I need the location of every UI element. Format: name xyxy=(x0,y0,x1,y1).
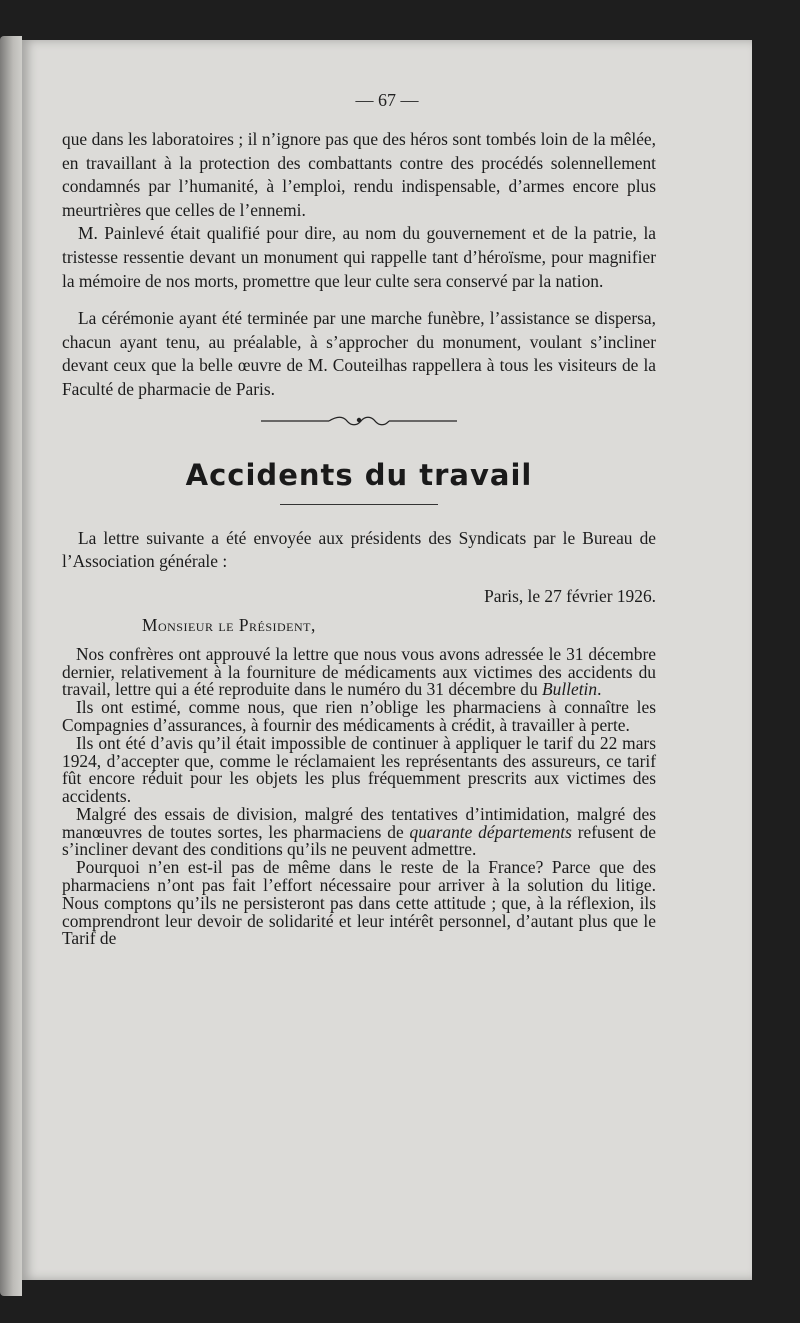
section-title: Accidents du travail xyxy=(185,457,533,492)
page-number: — 67 — xyxy=(355,90,419,110)
letter-paragraph-1: Nos confrères ont approuvé la lettre que nous vous avons adressée le 31 décembre dernier, relativement à la fourniture de médicaments aux victimes des accidents du travail, lettre qui a été reproduite dans le numéro du 31 décembre du Bulletin. xyxy=(62,643,656,700)
letter-paragraph-2: Ils ont estimé, comme nous, que rien n’oblige les pharmaciens à connaître les Compagnies d’assurances, à fournir des médicaments à crédit, à travailler à perte. xyxy=(62,697,656,735)
title-underline xyxy=(280,504,438,505)
section-intro: La lettre suivante a été envoyée aux présidents des Syndicats par le Bureau de l’Association générale : xyxy=(62,527,656,572)
ornament-divider-icon xyxy=(259,414,459,428)
letter-paragraph-5: Pourquoi n’en est-il pas de même dans le reste de la France? Parce que des pharmaciens n’ont pas fait l’effort nécessaire pour arriver à la solution du litige. Nous comptons qu’ils ne persisteront pas dans cette attitude ; que, à la réflexion, ils comprendront leur devoir de solidarité et leur intérêt personnel, d’autant plus que le Tarif de xyxy=(62,857,656,949)
letter-paragraph-3: Ils ont été d’avis qu’il était impossible de continuer à appliquer le tarif du 22 mars 1924, d’accepter que, comme le réclamaient les représentants des assureurs, ce tarif fût encore réduit pour les objets les plus fréquemment prescrits aux victimes des accidents. xyxy=(62,732,656,807)
book-page xyxy=(22,40,752,1280)
page-content xyxy=(62,128,656,948)
letter-salutation: Monsieur le Président, xyxy=(142,614,316,635)
book-spine-edge xyxy=(0,36,22,1296)
letter-date: Paris, le 27 février 1926. xyxy=(484,585,656,606)
letter-paragraph-4: Malgré des essais de division, malgré des tentatives d’intimidation, malgré des manœuvres de toutes sortes, les pharmaciens de quarante départements refusent de s’incliner devant des conditions qu’ils ne peuvent admettre. xyxy=(62,803,656,860)
body-paragraph-2: M. Painlevé était qualifié pour dire, au nom du gouvernement et de la patrie, la tristesse ressentie devant un monument qui rappelle tant d’héroïsme, pour magnifier la mémoire de nos morts, promettre que leur culte sera conservé par la nation. xyxy=(62,223,656,291)
body-paragraph-1: que dans les laboratoires ; il n’ignore pas que des héros sont tombés loin de la mêlée, en travaillant à la protection des combattants contre des procédés solennellement condamnés par l’humanité, à l’emploi, rendu indispensable, d’armes encore plus meurtrières que celles de l’ennemi. xyxy=(62,129,656,220)
body-paragraph-3: La cérémonie ayant été terminée par une marche funèbre, l’assistance se dispersa, chacun ayant tenu, au préalable, à s’approcher du monument, voulant s’incliner devant ceux que la belle œuvre de M. Couteilhas rappellera à tous les visiteurs de la Faculté de pharmacie de Paris. xyxy=(62,308,656,399)
